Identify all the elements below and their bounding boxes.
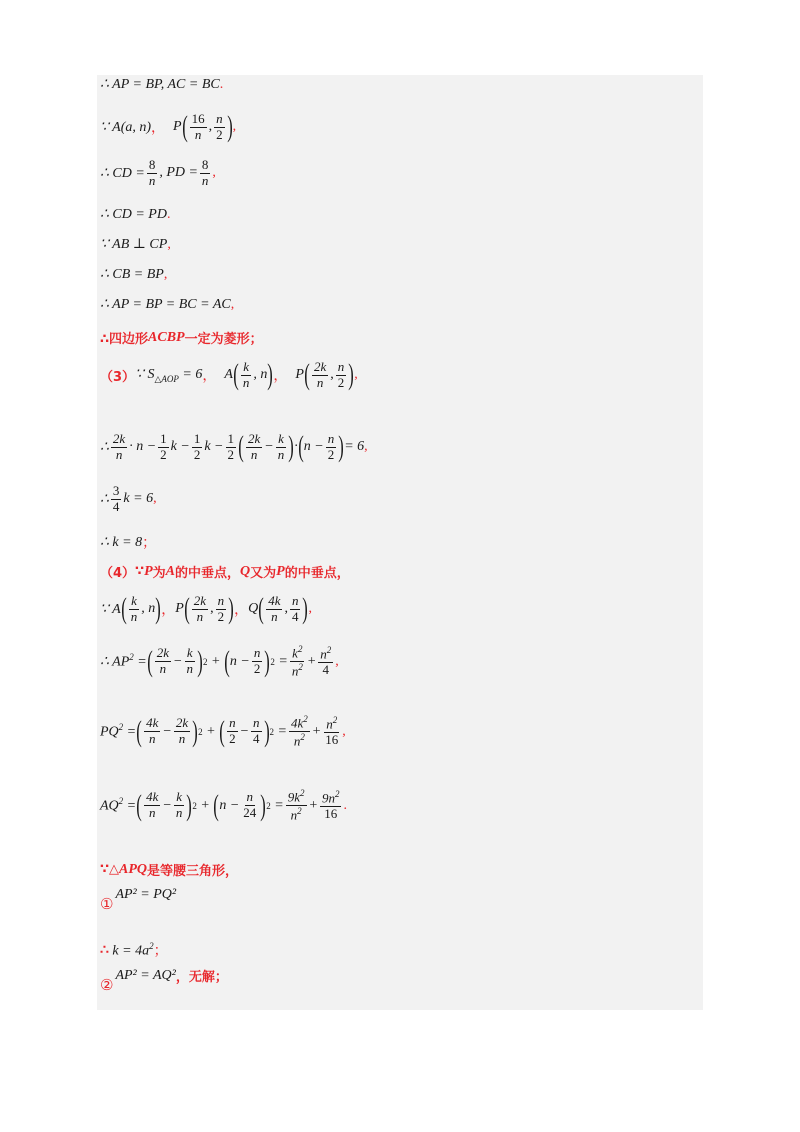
- line-cd-eq-pd: ∴ CD = PD .: [100, 206, 171, 222]
- fraction: $\frac{4k}{n}$: [146, 789, 159, 821]
- fraction: $\frac{k^2}{n^2}$: [291, 644, 303, 679]
- fraction: $\frac{2k}{n}$: [193, 593, 207, 624]
- fraction: $\frac{n}{4}$: [291, 593, 299, 624]
- math-name: ACBP: [148, 329, 185, 345]
- math-expression: AP² = AQ²: [115, 967, 176, 983]
- fraction: $\frac{k}{n}$: [186, 645, 193, 677]
- line-part4-points: ∵ A ( $\frac{k}{n}$ , n ) ， P ( $\frac{2k}{n}$ , $\frac{n}{2}$ ) ， Q ( $\frac{4k}{n}$ , $\frac{n}{4}$ ) ,: [100, 592, 312, 626]
- fraction: $\frac{1}{2}$: [160, 431, 167, 462]
- fraction: $\frac{4k}{n}$: [268, 593, 281, 624]
- line-ap-bp: ∴ AP = BP, AC = BC .: [100, 76, 224, 92]
- case-marker: ②: [100, 975, 114, 994]
- math-expression: ∴ CD = PD: [100, 207, 167, 222]
- fraction: $\frac{n}{4}$: [253, 715, 260, 747]
- fraction: $\frac{n^2}{4}$: [320, 645, 332, 678]
- fraction: $\frac{9k^2}{n^2}$: [287, 788, 305, 823]
- line-aq-squared: $AQ^2$ = ( $\frac{4k}{n}$ − $\frac{k}{n}$ ) 2 + ( n − $\frac{n}{24}$ ) 2 = $\frac{9k^2}{n^2}$ + $\frac{9n^2}{16}$ .: [100, 788, 347, 823]
- math-point-a: ∵ A(a, n): [100, 119, 152, 135]
- text: ，无解；: [175, 970, 228, 985]
- fraction: $\frac{n}{2}$: [217, 593, 225, 624]
- fraction: $\frac{8}{n}$: [148, 157, 156, 188]
- line-isosceles: ∵△ APQ 是等腰三角形，: [100, 861, 239, 879]
- line-part3-equation: ∴ $\frac{2k}{n}$ · n − $\frac{1}{2}$ k − $\frac{1}{2}$ k − $\frac{1}{2}$ ( $\frac{2k}{n}$ − $\frac{k}{n}$ ) · ( n − $\frac{n}{2}$ ) = 6 ,: [100, 430, 368, 464]
- line-case2: [100, 966, 228, 994]
- fraction: $\frac{2k}{n}$: [156, 645, 169, 677]
- line-all-equal: ∴ AP = BP = BC = AC ,: [100, 296, 235, 312]
- fraction: $\frac{1}{2}$: [193, 431, 201, 462]
- fraction: $\frac{8}{n}$: [201, 157, 209, 188]
- line-cb-bp: ∴ CB = BP ,: [100, 266, 168, 282]
- line-ab-perp-cp: ∵ AB ⊥ CP ,: [100, 236, 171, 252]
- line-cd-pd: ∴ CD = $\frac{8}{n}$ , PD = $\frac{8}{n}$ ,: [100, 157, 216, 188]
- line-case1-result: ∴ $k = 4a^2$ ；: [100, 940, 168, 959]
- line-ap-squared: ∴ $AP^2$ = ( $\frac{2k}{n}$ − $\frac{k}{n}$ ) 2 + ( n − $\frac{n}{2}$ ) 2 = $\frac{k^2}{n^2}$ + $\frac{n^2}{4}$ ,: [100, 644, 339, 679]
- math-lhs: ∴ CD =: [100, 165, 145, 181]
- math-expression: ∵ AB ⊥ CP: [100, 237, 168, 252]
- line-part4-statement: （4） ∵ P 为 A 的中垂点， Q 又为 P 的中垂点，: [100, 563, 350, 581]
- part-label: （3）: [100, 369, 136, 385]
- line-case1: [100, 886, 177, 913]
- fraction: $\frac{16}{n}$: [191, 111, 205, 142]
- part-label: （4）: [100, 566, 136, 581]
- fraction: $\frac{n}{2}$: [253, 645, 261, 677]
- text: ∴四边形: [100, 332, 149, 347]
- line-pq-squared: $PQ^2$ = ( $\frac{4k}{n}$ − $\frac{2k}{n}$ ) 2 + ( $\frac{n}{2}$ − $\frac{n}{4}$ ) 2 = $\frac{4k^2}{n^2}$ + $\frac{n^2}{16}$ ,: [100, 714, 346, 749]
- fraction: $\frac{3}{4}$: [112, 483, 120, 514]
- fraction: $\frac{k}{n}$: [175, 789, 183, 821]
- line-part3-result: ∴ k = 8 ；: [100, 534, 157, 551]
- fraction: $\frac{k}{n}$: [277, 431, 285, 462]
- fraction: $\frac{4k}{n}$: [146, 715, 159, 747]
- fraction: $\frac{1}{2}$: [227, 431, 234, 462]
- math-expression: ∴ AP = BP, AC = BC: [100, 77, 220, 92]
- line-part3-given: （3） ∵ $S_{\triangle AOP} = 6$ ， A ( $\frac{k}{n}$ , n ) ， P ( $\frac{2k}{n}$ , $\frac{n}{2}$ ) ,: [100, 358, 358, 392]
- fraction: $\frac{n}{2}$: [327, 431, 335, 462]
- line-given-points: ∵ A(a, n) ， P ( $\frac{16}{n}$ , $\frac{n}{2}$ ) ,: [100, 110, 237, 144]
- math-result: ∴ k = 8: [100, 534, 143, 550]
- fraction: $\frac{2k}{n}$: [175, 715, 189, 747]
- fraction: $\frac{n}{24}$: [243, 789, 257, 821]
- math-point-p-label: P: [173, 119, 182, 135]
- fraction: $\frac{4k^2}{n^2}$: [291, 714, 308, 749]
- fraction: $\frac{9n^2}{16}$: [321, 789, 340, 822]
- math-expression: AP² = PQ²: [115, 887, 177, 902]
- math-expression: ∴ CB = BP: [100, 267, 164, 282]
- fraction: $\frac{2k}{n}$: [313, 359, 327, 390]
- line-rhombus-conclusion: [100, 328, 263, 347]
- fraction: $\frac{n^2}{16}$: [325, 715, 339, 748]
- line-part3-step: ∴ $\frac{3}{4}$ k = 6 ,: [100, 483, 157, 514]
- case-marker: ①: [100, 895, 114, 913]
- fraction: $\frac{2k}{n}$: [248, 431, 261, 462]
- fraction: $\frac{k}{n}$: [130, 593, 138, 624]
- math-mid: , PD =: [159, 165, 198, 181]
- fraction: $\frac{n}{2}$: [229, 715, 236, 747]
- fraction: $\frac{k}{n}$: [242, 359, 250, 390]
- text: 一定为菱形；: [184, 332, 263, 347]
- math-expression: ∴ AP = BP = BC = AC: [100, 297, 231, 312]
- fraction: $\frac{2k}{n}$: [112, 431, 126, 462]
- fraction: $\frac{n}{2}$: [216, 111, 223, 142]
- fraction: $\frac{n}{2}$: [337, 359, 345, 390]
